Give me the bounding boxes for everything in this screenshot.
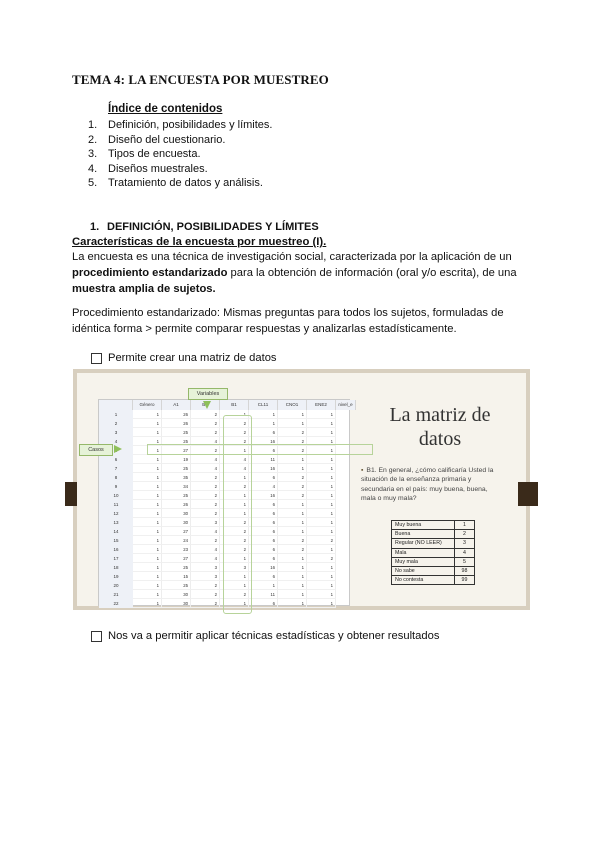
table-cell: 2 [191, 536, 220, 545]
table-cell: 11 [249, 590, 278, 599]
table-cell: 2 [307, 554, 336, 563]
scale-label: Muy mala [392, 557, 455, 566]
document-title: TEMA 4: LA ENCUESTA POR MUESTREO [72, 72, 329, 87]
table-cell: 3 [191, 518, 220, 527]
table-cell: 2 [278, 446, 307, 455]
table-cell: 1 [307, 518, 336, 527]
table-cell: 1 [278, 581, 307, 590]
checklist-item-statistics: Nos va a permitir aplicar técnicas estadísticas y obtener resultados [91, 630, 439, 642]
toc-item: 5. Tratamiento de datos y análisis. [88, 177, 263, 190]
table-cell: 16 [249, 563, 278, 572]
variables-label: Variables [188, 388, 228, 400]
table-cell: 26 [162, 500, 191, 509]
table-cell: 1 [133, 536, 162, 545]
slide-tab-left [65, 482, 77, 506]
table-cell: 1 [220, 473, 249, 482]
table-cell: 6 [249, 599, 278, 608]
table-cell: 4 [191, 554, 220, 563]
table-cell: 1 [249, 410, 278, 419]
table-cell: 4 [249, 482, 278, 491]
table-cell: 1 [220, 446, 249, 455]
question-bullet: ▪ B1. En general, ¿cómo calificaría Usted la situación de la enseñanza primaria y secundaria en el país: muy buena, buena, mala o muy mala? [361, 467, 494, 502]
column-header: Género [133, 400, 162, 410]
table-cell: 2 [191, 590, 220, 599]
table-cell: 2 [278, 491, 307, 500]
table-cell: 1 [307, 500, 336, 509]
table-cell: 1 [133, 545, 162, 554]
table-cell: 1 [307, 581, 336, 590]
column-header: ENE2 [307, 400, 336, 410]
row-number: 8 [99, 473, 133, 482]
column-header: CNO1 [278, 400, 307, 410]
row-number: 1 [99, 410, 133, 419]
row-number: 4 [99, 437, 133, 446]
checklist-item-matrix: Permite crear una matriz de datos [91, 352, 277, 364]
row-number: 13 [99, 518, 133, 527]
table-cell: 1 [249, 419, 278, 428]
table-row [392, 521, 475, 530]
table-cell: 30 [162, 509, 191, 518]
scale-value: 2 [455, 530, 475, 539]
toc-item: 3. Tipos de encuesta. [88, 148, 201, 161]
table-cell: 25 [162, 581, 191, 590]
table-cell: 1 [278, 599, 307, 608]
case-row-highlight [147, 444, 373, 455]
table-cell: 1 [278, 410, 307, 419]
table-cell: 4 [191, 527, 220, 536]
scale-value: 3 [455, 539, 475, 548]
table-cell: 6 [249, 536, 278, 545]
table-cell: 1 [307, 419, 336, 428]
table-cell: 2 [220, 518, 249, 527]
table-cell: 1 [307, 491, 336, 500]
table-cell: 2 [220, 527, 249, 536]
row-number: 3 [99, 428, 133, 437]
scale-value: 5 [455, 557, 475, 566]
table-cell: 1 [220, 491, 249, 500]
table-cell: 1 [278, 464, 307, 473]
table-cell: 1 [133, 428, 162, 437]
table-cell: 1 [307, 437, 336, 446]
table-cell: 1 [220, 572, 249, 581]
table-cell: 27 [162, 554, 191, 563]
table-cell: 2 [220, 590, 249, 599]
table-cell: 1 [133, 419, 162, 428]
table-cell: 2 [220, 428, 249, 437]
table-cell: 6 [249, 572, 278, 581]
row-number: 14 [99, 527, 133, 536]
scale-label: Buena [392, 530, 455, 539]
table-cell: 2 [220, 437, 249, 446]
table-cell: 2 [220, 482, 249, 491]
row-number: 15 [99, 536, 133, 545]
table-cell: 1 [278, 563, 307, 572]
row-number: 21 [99, 590, 133, 599]
table-cell: 1 [307, 464, 336, 473]
table-cell: 25 [162, 428, 191, 437]
paragraph-definition: La encuesta es una técnica de investigación social, caracterizada por la aplicación de un procedimiento estandarizado para la obtención de información (oral y/o escrita), de una muestra amplia de sujetos. [72, 251, 517, 295]
table-cell: 6 [249, 473, 278, 482]
table-cell: 1 [307, 590, 336, 599]
table-cell: 16 [249, 491, 278, 500]
column-header: B1 [220, 400, 249, 410]
table-cell: 2 [278, 473, 307, 482]
table-cell: 6 [249, 500, 278, 509]
paragraph-procedure: Procedimiento estandarizado: Mismas preguntas para todos los sujetos, formuladas de idéntica forma > permite comparar respuestas y analizarlas estadísticamente. [72, 307, 504, 335]
table-cell: 27 [162, 527, 191, 536]
table-cell: 1 [220, 581, 249, 590]
row-number: 5 [99, 446, 133, 455]
table-cell: 3 [220, 563, 249, 572]
table-cell: 1 [278, 590, 307, 599]
table-cell: 25 [162, 563, 191, 572]
slide-image [73, 369, 530, 610]
table-cell: 1 [278, 419, 307, 428]
table-cell: 2 [191, 428, 220, 437]
table-cell: 3 [191, 572, 220, 581]
table-cell: 1 [307, 563, 336, 572]
row-number: 18 [99, 563, 133, 572]
table-cell: 6 [249, 545, 278, 554]
row-number: 22 [99, 599, 133, 608]
table-cell: 6 [249, 428, 278, 437]
table-cell: 1 [220, 554, 249, 563]
table-cell: 24 [162, 536, 191, 545]
table-row [392, 557, 475, 566]
table-cell: 1 [278, 554, 307, 563]
table-cell: 2 [191, 446, 220, 455]
table-cell: 30 [162, 518, 191, 527]
column-header: A1 [162, 400, 191, 410]
table-row [392, 566, 475, 575]
table-cell: 1 [278, 572, 307, 581]
table-cell: 2 [191, 410, 220, 419]
table-cell: 2 [191, 599, 220, 608]
toc-heading: Índice de contenidos [108, 103, 223, 115]
toc-item: 2. Diseño del cuestionario. [88, 133, 226, 146]
toc-item: 1. Definición, posibilidades y límites. [88, 119, 273, 131]
row-number: 7 [99, 464, 133, 473]
scale-label: Mala [392, 548, 455, 557]
table-cell: 1 [307, 572, 336, 581]
table-cell: 34 [162, 482, 191, 491]
table-cell: 35 [162, 473, 191, 482]
table-cell: 1 [307, 410, 336, 419]
table-cell: 1 [220, 410, 249, 419]
table-cell: 1 [307, 482, 336, 491]
table-cell: 2 [278, 536, 307, 545]
checkbox-icon [91, 631, 102, 642]
table-cell: 2 [191, 419, 220, 428]
table-cell: 1 [133, 482, 162, 491]
table-cell: 2 [278, 428, 307, 437]
table-cell: 1 [220, 509, 249, 518]
table-cell: 1 [133, 563, 162, 572]
table-cell: 1 [278, 527, 307, 536]
row-number: 9 [99, 482, 133, 491]
table-row [392, 548, 475, 557]
scale-value: 1 [455, 521, 475, 530]
table-cell: 1 [133, 410, 162, 419]
table-cell: 2 [307, 536, 336, 545]
table-cell: 2 [191, 509, 220, 518]
scale-value: 99 [455, 576, 475, 585]
table-cell: 25 [162, 437, 191, 446]
table-cell: 3 [191, 563, 220, 572]
table-cell: 1 [307, 428, 336, 437]
table-cell: 1 [133, 446, 162, 455]
table-cell: 6 [249, 527, 278, 536]
scale-value: 98 [455, 566, 475, 575]
table-cell: 2 [278, 545, 307, 554]
response-scale-table [391, 520, 475, 585]
table-cell: 4 [191, 464, 220, 473]
table-cell: 1 [133, 491, 162, 500]
table-cell: 1 [133, 527, 162, 536]
row-number: 17 [99, 554, 133, 563]
table-cell: 1 [307, 545, 336, 554]
column-header: CL11 [249, 400, 278, 410]
row-number: 19 [99, 572, 133, 581]
table-row [392, 530, 475, 539]
table-cell: 1 [133, 464, 162, 473]
table-cell: 2 [191, 500, 220, 509]
table-cell: 1 [249, 581, 278, 590]
table-cell: 30 [162, 599, 191, 608]
table-cell: 25 [162, 464, 191, 473]
table-cell: 26 [162, 410, 191, 419]
table-cell: 26 [162, 419, 191, 428]
table-cell: 25 [162, 491, 191, 500]
row-number: 20 [99, 581, 133, 590]
table-cell: 2 [191, 581, 220, 590]
table-cell: 6 [249, 518, 278, 527]
subheading: Características de la encuesta por muestreo (I). [72, 236, 327, 248]
table-cell: 1 [133, 599, 162, 608]
table-cell: 2 [220, 536, 249, 545]
table-cell: 4 [220, 455, 249, 464]
table-cell: 1 [307, 473, 336, 482]
section-heading: 1. DEFINICIÓN, POSIBILIDADES Y LÍMITES [90, 221, 319, 233]
table-cell: 2 [220, 419, 249, 428]
table-cell: 1 [278, 518, 307, 527]
down-arrow-icon [203, 401, 211, 409]
table-cell: 11 [249, 455, 278, 464]
slide-title: La matriz de datos [389, 404, 491, 450]
table-cell: 1 [278, 455, 307, 464]
row-number: 6 [99, 455, 133, 464]
row-number: 12 [99, 509, 133, 518]
row-number: 16 [99, 545, 133, 554]
slide-tab-right [518, 482, 538, 506]
table-cell: 2 [278, 482, 307, 491]
table-cell: 2 [191, 482, 220, 491]
table-cell: 1 [133, 500, 162, 509]
sheet-corner [99, 400, 133, 410]
table-cell: 1 [307, 509, 336, 518]
row-number: 10 [99, 491, 133, 500]
column-header: B1 [191, 400, 220, 410]
table-cell: 1 [307, 527, 336, 536]
right-arrow-icon [114, 445, 122, 453]
table-cell: 16 [249, 464, 278, 473]
table-cell: 4 [191, 545, 220, 554]
table-cell: 19 [162, 455, 191, 464]
scale-value: 4 [455, 548, 475, 557]
table-cell: 1 [307, 455, 336, 464]
table-cell: 30 [162, 590, 191, 599]
table-cell: 1 [278, 500, 307, 509]
table-cell: 6 [249, 446, 278, 455]
scale-label: No contesta [392, 576, 455, 585]
table-cell: 1 [220, 599, 249, 608]
row-number: 11 [99, 500, 133, 509]
table-cell: 1 [278, 509, 307, 518]
table-cell: 1 [133, 590, 162, 599]
table-cell: 2 [191, 473, 220, 482]
scale-label: Muy buena [392, 521, 455, 530]
cases-label: Casos [79, 444, 113, 456]
table-cell: 4 [191, 455, 220, 464]
checkbox-icon [91, 353, 102, 364]
table-cell: 6 [249, 509, 278, 518]
scale-label: Regular (NO LEER) [392, 539, 455, 548]
table-cell: 4 [220, 464, 249, 473]
table-cell: 1 [133, 437, 162, 446]
table-cell: 2 [278, 437, 307, 446]
table-cell: 1 [133, 581, 162, 590]
table-cell: 1 [220, 500, 249, 509]
table-cell: 1 [133, 509, 162, 518]
table-cell: 27 [162, 446, 191, 455]
table-cell: 1 [133, 473, 162, 482]
table-cell: 1 [133, 518, 162, 527]
table-cell: 6 [249, 554, 278, 563]
table-cell: 1 [307, 599, 336, 608]
table-cell: 23 [162, 545, 191, 554]
table-cell: 1 [133, 572, 162, 581]
scale-label: No sabe [392, 566, 455, 575]
column-header: nivel_e [336, 400, 356, 410]
table-cell: 1 [133, 455, 162, 464]
table-cell: 4 [191, 437, 220, 446]
table-cell: 1 [307, 446, 336, 455]
toc-item: 4. Diseños muestrales. [88, 162, 208, 175]
table-cell: 2 [191, 491, 220, 500]
table-cell: 2 [220, 545, 249, 554]
table-cell: 1 [133, 554, 162, 563]
toc-list [88, 118, 272, 191]
table-row [392, 539, 475, 548]
table-row [392, 576, 475, 585]
table-cell: 15 [162, 572, 191, 581]
row-number: 2 [99, 419, 133, 428]
table-cell: 16 [249, 437, 278, 446]
